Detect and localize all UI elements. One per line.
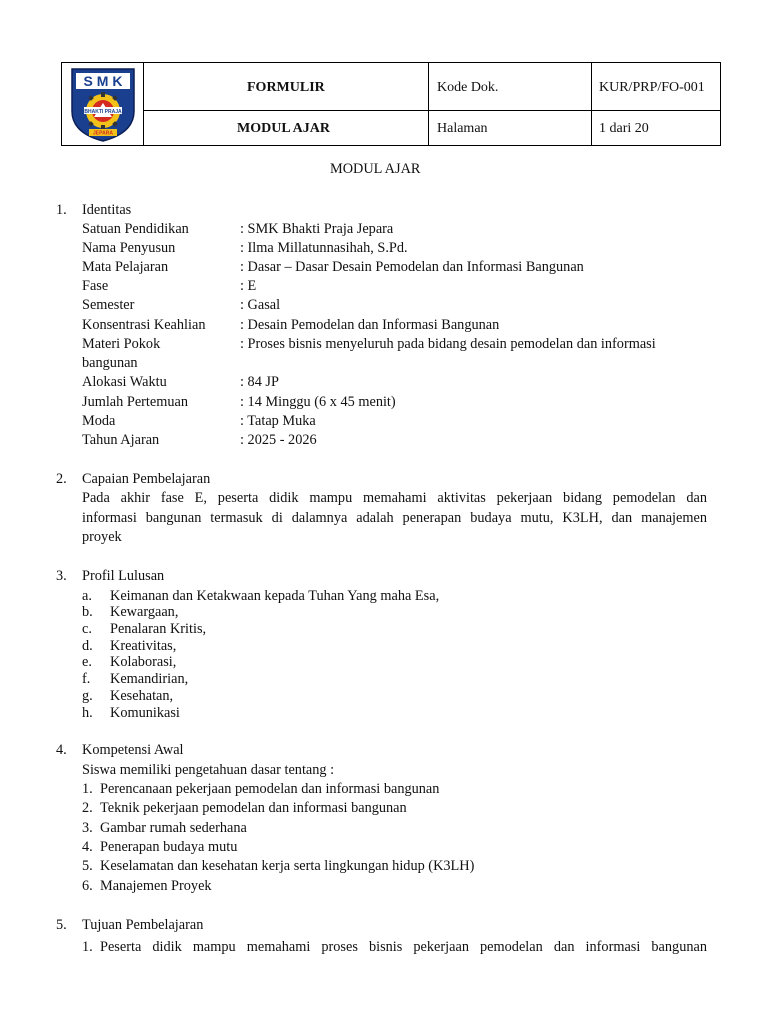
list-marker: h. bbox=[82, 705, 93, 721]
identity-value: : Ilma Millatunnasihah, S.Pd. bbox=[240, 240, 408, 256]
list-marker: 1. bbox=[82, 781, 93, 797]
list-item: Gambar rumah sederhana bbox=[100, 820, 247, 836]
identity-value: : Desain Pemodelan dan Informasi Bangunan bbox=[240, 317, 500, 333]
section-heading: Tujuan Pembelajaran bbox=[82, 917, 204, 933]
list-marker: e. bbox=[82, 654, 92, 670]
list-item: Kewargaan, bbox=[110, 604, 179, 620]
logo-city: JEPARA bbox=[93, 130, 113, 137]
identity-label: Materi Pokok bbox=[82, 336, 161, 352]
identity-value: : Gasal bbox=[240, 297, 281, 313]
section-heading: Capaian Pembelajaran bbox=[82, 471, 211, 487]
list-item: Kemandirian, bbox=[110, 671, 189, 687]
code-label: Kode Dok. bbox=[437, 80, 499, 95]
logo-text: S M K bbox=[83, 73, 123, 89]
list-marker: 2. bbox=[82, 800, 93, 816]
identity-value: : 14 Minggu (6 x 45 menit) bbox=[240, 394, 396, 410]
form-header-table bbox=[61, 62, 721, 146]
identity-value: : Tatap Muka bbox=[240, 413, 316, 429]
section-number: 3. bbox=[56, 568, 67, 584]
identity-value: : E bbox=[240, 278, 257, 294]
paragraph-line: Pada akhir fase E, peserta didik mampu memahami aktivitas pekerjaan bidang pemodelan dan bbox=[82, 490, 707, 506]
identity-label: Tahun Ajaran bbox=[82, 432, 160, 448]
identity-label: bangunan bbox=[82, 355, 138, 371]
list-item: Keselamatan dan kesehatan kerja serta lingkungan hidup (K3LH) bbox=[100, 858, 475, 874]
identity-label: Alokasi Waktu bbox=[82, 374, 167, 390]
list-item: Peserta didik mampu memahami proses bisnis pekerjaan pemodelan dan informasi bangunan bbox=[100, 939, 707, 955]
identity-label: Moda bbox=[82, 413, 116, 429]
section-number: 5. bbox=[56, 917, 67, 933]
list-marker: b. bbox=[82, 604, 93, 620]
list-item: Komunikasi bbox=[110, 705, 180, 721]
list-marker: 3. bbox=[82, 820, 93, 836]
identity-value: : Dasar – Dasar Desain Pemodelan dan Informasi Bangunan bbox=[240, 259, 584, 275]
list-item: Kolaborasi, bbox=[110, 654, 177, 670]
list-item: Kreativitas, bbox=[110, 638, 177, 654]
list-marker: a. bbox=[82, 588, 92, 604]
list-item: Penerapan budaya mutu bbox=[100, 839, 238, 855]
code-value: KUR/PRP/FO-001 bbox=[599, 80, 705, 95]
identity-value: : 84 JP bbox=[240, 374, 279, 390]
section-heading: Kompetensi Awal bbox=[82, 742, 184, 758]
list-item: Penalaran Kritis, bbox=[110, 621, 207, 637]
identity-value: : 2025 - 2026 bbox=[240, 432, 317, 448]
section-intro: Siswa memiliki pengetahuan dasar tentang : bbox=[82, 762, 335, 778]
list-item: Keimanan dan Ketakwaan kepada Tuhan Yang maha Esa, bbox=[110, 588, 440, 604]
identity-label: Jumlah Pertemuan bbox=[82, 394, 189, 410]
list-marker: d. bbox=[82, 638, 93, 654]
paragraph-line: informasi bangunan termasuk di dalamnya adalah penerapan budaya mutu, K3LH, dan manajemen bbox=[82, 510, 707, 526]
list-marker: c. bbox=[82, 621, 92, 637]
document-title: MODUL AJAR bbox=[330, 161, 421, 177]
section-heading: Profil Lulusan bbox=[82, 568, 165, 584]
identity-label: Konsentrasi Keahlian bbox=[82, 317, 206, 333]
list-marker: g. bbox=[82, 688, 93, 704]
page-label: Halaman bbox=[437, 121, 488, 136]
doc-label: MODUL AJAR bbox=[237, 121, 330, 136]
list-marker: 1. bbox=[82, 939, 93, 955]
identity-label: Satuan Pendidikan bbox=[82, 221, 189, 237]
list-item: Kesehatan, bbox=[110, 688, 174, 704]
section-heading: Identitas bbox=[82, 202, 132, 218]
section-number: 4. bbox=[56, 742, 67, 758]
school-logo bbox=[70, 67, 136, 143]
page-value: 1 dari 20 bbox=[599, 121, 649, 136]
list-marker: 5. bbox=[82, 858, 93, 874]
list-marker: 6. bbox=[82, 878, 93, 894]
section-number: 1. bbox=[56, 202, 67, 218]
identity-label: Mata Pelajaran bbox=[82, 259, 169, 275]
logo-subtext: BHAKTI PRAJA bbox=[84, 109, 122, 115]
list-item: Teknik pekerjaan pemodelan dan informasi bangunan bbox=[100, 800, 407, 816]
identity-label: Nama Penyusun bbox=[82, 240, 176, 256]
section-number: 2. bbox=[56, 471, 67, 487]
list-item: Perencanaan pekerjaan pemodelan dan informasi bangunan bbox=[100, 781, 440, 797]
identity-value: : Proses bisnis menyeluruh pada bidang desain pemodelan dan informasi bbox=[240, 336, 656, 352]
identity-value: : SMK Bhakti Praja Jepara bbox=[240, 221, 394, 237]
paragraph-line: proyek bbox=[82, 529, 122, 545]
list-marker: 4. bbox=[82, 839, 93, 855]
identity-label: Semester bbox=[82, 297, 135, 313]
list-item: Manajemen Proyek bbox=[100, 878, 212, 894]
identity-label: Fase bbox=[82, 278, 109, 294]
list-marker: f. bbox=[82, 671, 91, 687]
form-label: FORMULIR bbox=[247, 80, 325, 95]
